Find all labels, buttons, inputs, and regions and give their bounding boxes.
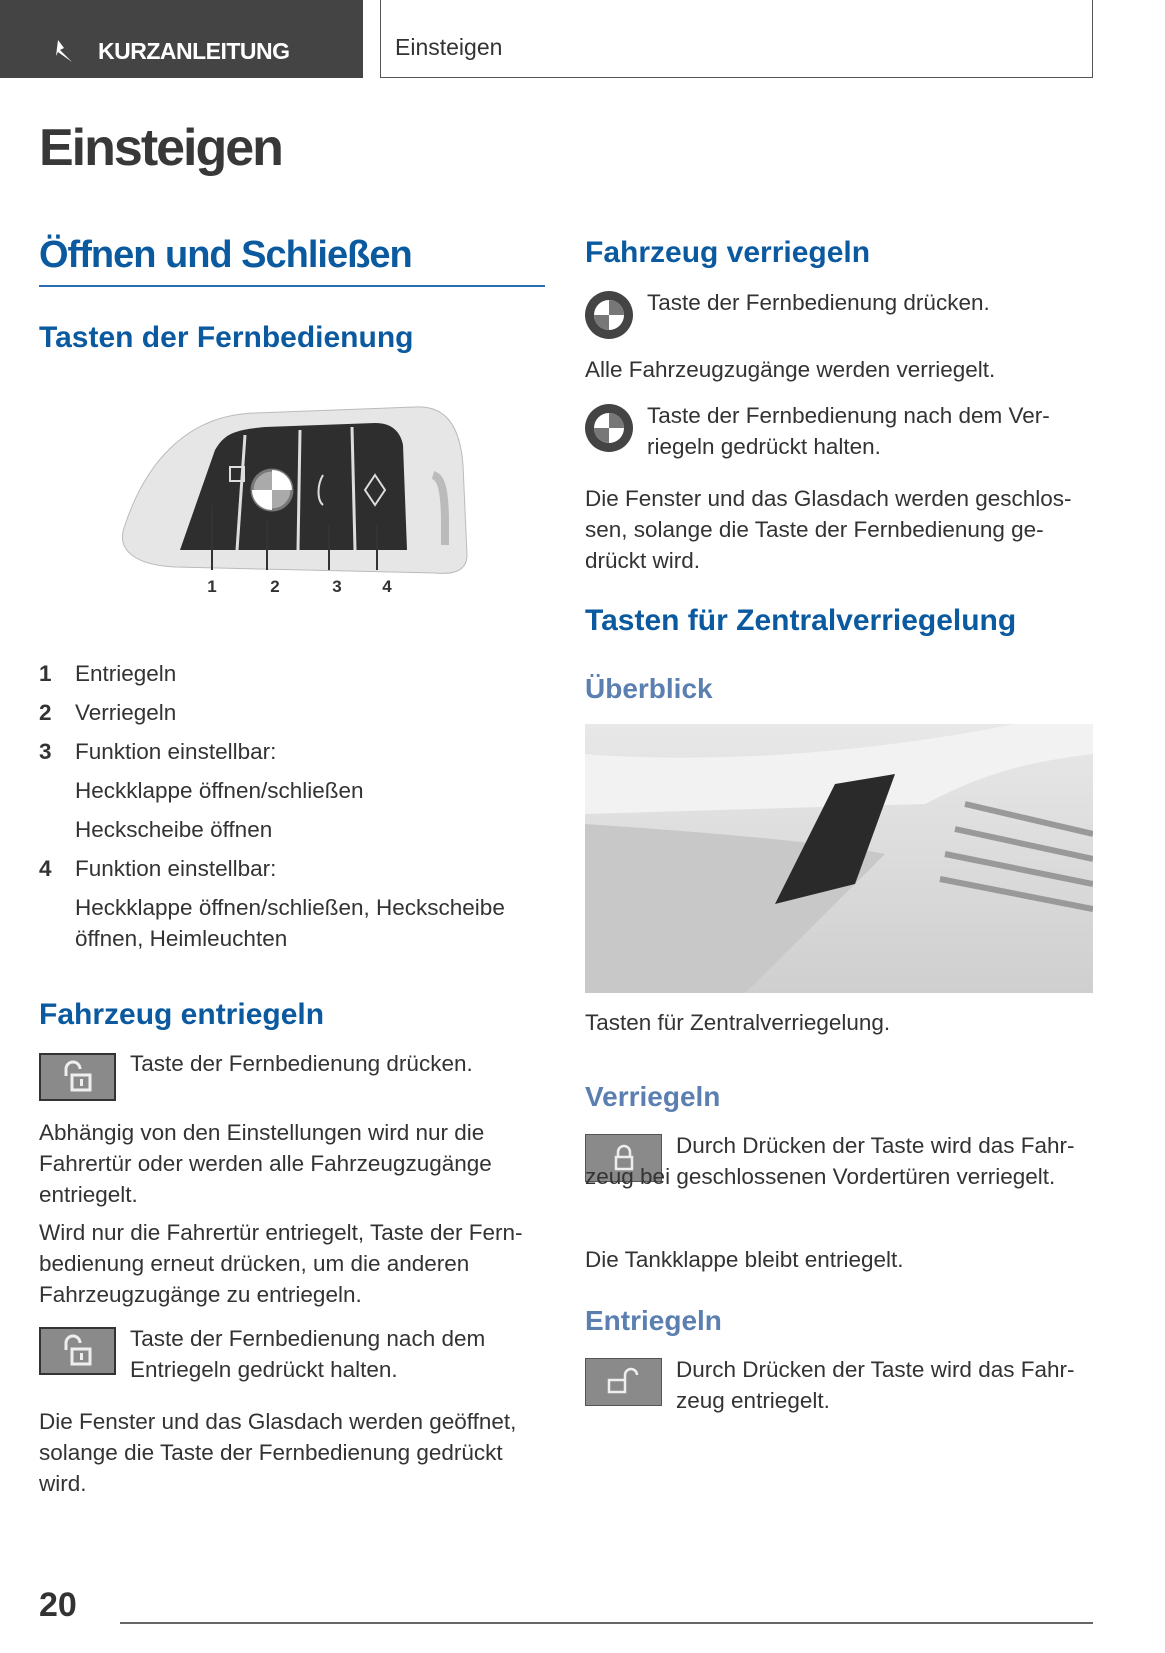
central-unlock-icon bbox=[585, 1358, 662, 1406]
photo-caption: Tasten für Zentralverriegelung. bbox=[585, 1010, 891, 1035]
lock-subheading: Verriegeln bbox=[585, 1081, 721, 1112]
bmw-logo-icon bbox=[584, 403, 634, 453]
bmw-logo-icon bbox=[584, 290, 634, 340]
central-lock-text: Durch Drücken der Taste wird das Fahrzeug bei geschlossenen Vordertüren verriegelt. bbox=[585, 1133, 1075, 1189]
list-subitem: Heckklappe öffnen/schließen bbox=[75, 778, 364, 803]
lock-paragraph-1: Alle Fahrzeugzugänge werden verriegelt. bbox=[585, 357, 996, 382]
unlock-subheading: Entriegeln bbox=[585, 1305, 722, 1336]
unlock-step-2: Taste der Fernbedienung nach dem Entriegeln gedrückt halten. bbox=[130, 1326, 486, 1382]
callout-1: 1 bbox=[207, 577, 217, 596]
list-item: 2 Verriegeln bbox=[39, 700, 177, 725]
list-item: 1 Entriegeln bbox=[39, 661, 177, 686]
unlock-hold-icon bbox=[39, 1327, 116, 1375]
section-label: KURZANLEITUNG bbox=[98, 37, 290, 64]
callout-4: 4 bbox=[382, 577, 392, 596]
page-number: 20 bbox=[39, 1586, 77, 1624]
central-locking-heading: Tasten für Zentralverriegelung bbox=[585, 604, 1017, 637]
list-item: 4 Funktion einstellbar: bbox=[39, 856, 277, 881]
unlock-heading: Fahrzeug entriegeln bbox=[39, 998, 325, 1031]
unlock-button-icon bbox=[39, 1053, 116, 1101]
section-heading: Öffnen und Schließen bbox=[39, 234, 412, 276]
section-tab[interactable] bbox=[0, 0, 363, 78]
key-fob-illustration bbox=[115, 405, 475, 630]
door-panel-photo bbox=[585, 724, 1093, 993]
lock-heading: Fahrzeug verriegeln bbox=[585, 236, 871, 269]
unlock-paragraph-2: Wird nur die Fahrertür entriegelt, Taste der Fernbedienung erneut drücken, um die anderen Fahrzeugzugänge zu entriegeln. bbox=[39, 1220, 523, 1307]
heading-rule bbox=[39, 285, 545, 287]
unlock-paragraph-3: Die Fenster und das Glasdach werden geöffnet, solange die Taste der Fernbedienung gedrückt wird. bbox=[39, 1409, 517, 1496]
key-legend-list bbox=[39, 654, 545, 954]
chapter-header: Einsteigen bbox=[380, 0, 1093, 78]
list-item: 3 Funktion einstellbar: bbox=[39, 739, 277, 764]
footer-rule bbox=[120, 1622, 1093, 1624]
list-subitem: Heckklappe öffnen/schließen, Heckscheibe öffnen, Heimleuchten bbox=[75, 895, 505, 951]
unlock-paragraph-1: Abhängig von den Einstellungen wird nur die Fahrertür oder werden alle Fahrzeugzugänge entriegelt. bbox=[39, 1120, 492, 1207]
unlock-step-1: Taste der Fernbedienung drücken. bbox=[130, 1051, 473, 1076]
lock-paragraph-2: Die Fenster und das Glasdach werden geschlossen, solange die Taste der Fernbedienung gedrückt wird. bbox=[585, 486, 1072, 573]
page-title: Einsteigen bbox=[39, 119, 282, 177]
overview-heading: Überblick bbox=[585, 673, 713, 704]
callout-3: 3 bbox=[332, 577, 342, 596]
list-subitem: Heckscheibe öffnen bbox=[75, 817, 273, 842]
lock-step-1: Taste der Fernbedienung drücken. bbox=[647, 290, 990, 315]
lock-step-2: Taste der Fernbedienung nach dem Verriegeln gedrückt halten. bbox=[647, 403, 1050, 459]
callout-2: 2 bbox=[270, 577, 280, 596]
central-unlock-text: Durch Drücken der Taste wird das Fahrzeug entriegelt. bbox=[676, 1357, 1075, 1413]
pin-icon bbox=[50, 38, 76, 64]
central-lock-note: Die Tankklappe bleibt entriegelt. bbox=[585, 1247, 904, 1272]
keys-heading: Tasten der Fernbedienung bbox=[39, 321, 414, 354]
